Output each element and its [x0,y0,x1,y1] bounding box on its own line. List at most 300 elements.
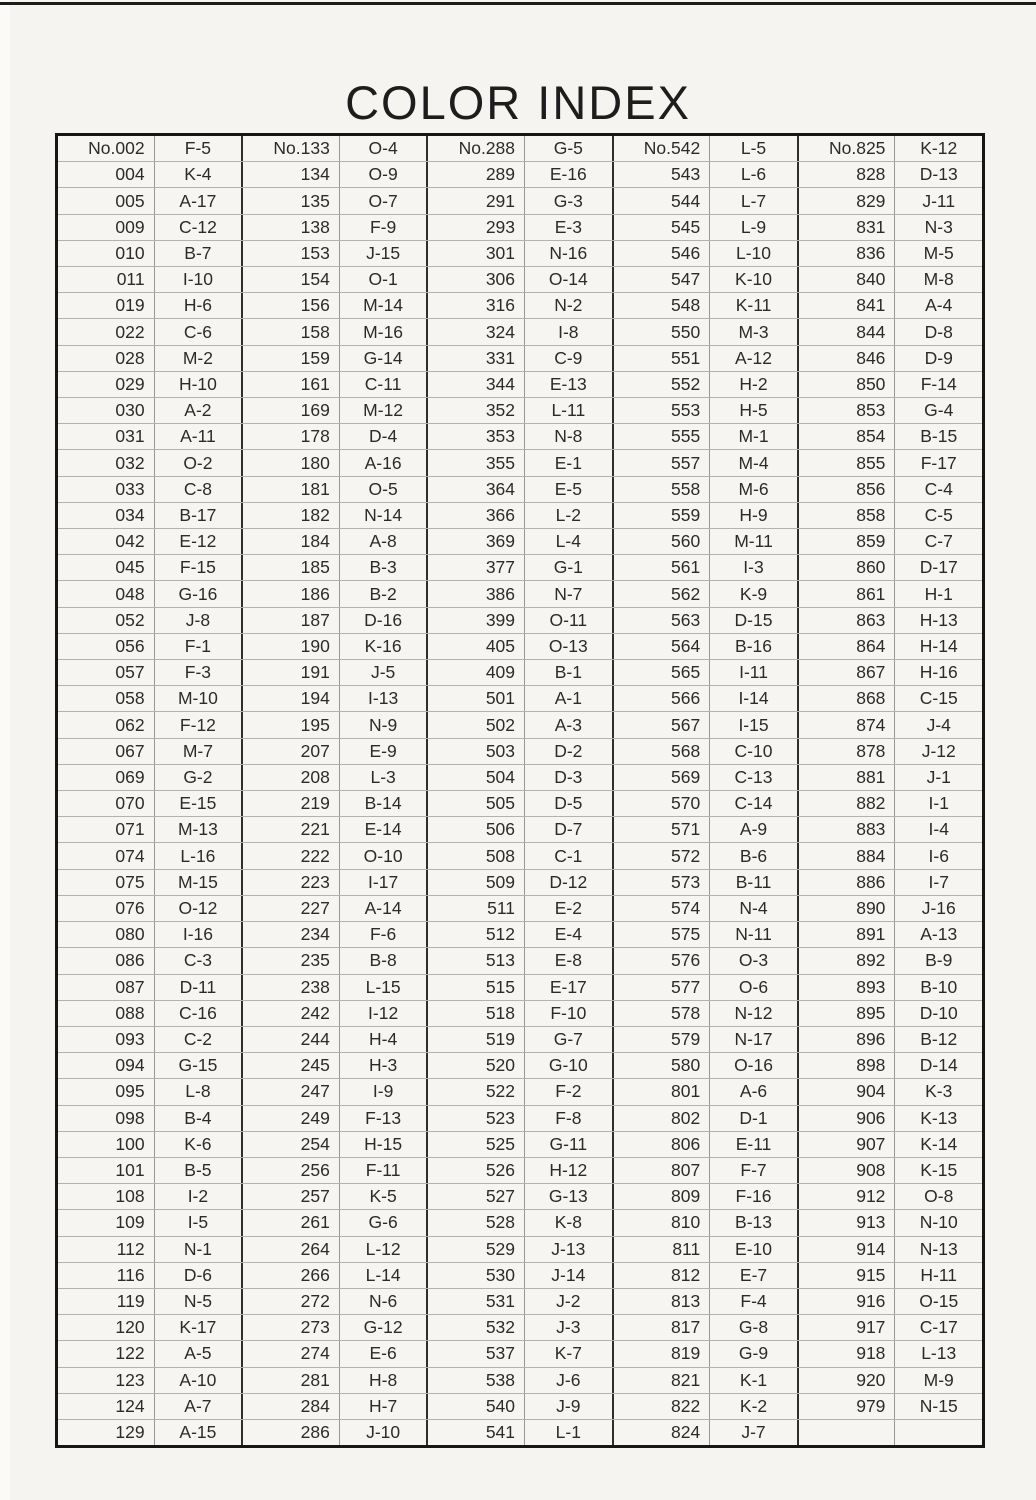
cell-code: J-14 [551,1264,586,1285]
cell-code: O-10 [363,845,403,866]
cell-code: L-14 [365,1264,401,1285]
cell-no: 033 [58,477,155,502]
table-column-group [426,241,611,266]
table-column-group [58,608,241,633]
table-column-group [58,1106,241,1131]
cell-no: 058 [58,686,155,711]
table-column-group [612,215,797,240]
cell-no: 004 [58,162,155,187]
table-column-group [58,1315,241,1340]
page-title: COLOR INDEX [345,76,691,130]
cell-no: 178 [243,424,340,449]
cell-no: 194 [243,686,340,711]
table-column-group [797,1053,982,1078]
cell-code: C-7 [924,531,953,552]
table-row [58,764,982,790]
cell-no: 352 [428,398,525,423]
cell-no: 511 [428,896,525,921]
cell-no: 883 [799,817,896,842]
cell-no: 566 [614,686,711,711]
cell-code: N-3 [924,216,953,237]
cell-no: 187 [243,608,340,633]
cell-code: N-13 [919,1238,958,1259]
cell-code: O-7 [368,190,398,211]
cell-no: 548 [614,293,711,318]
cell-no: 573 [614,870,711,895]
cell-code: F-1 [184,635,212,656]
cell-code: C-16 [178,1002,217,1023]
cell-code: G-9 [738,1343,769,1364]
table-column-group [241,1106,426,1131]
cell-code: M-7 [182,740,213,761]
table-column-group [426,267,611,292]
table-column-group [797,686,982,711]
cell-code: J-2 [556,1291,581,1312]
cell-no: 550 [614,319,711,344]
table-column-group [58,424,241,449]
table-column-group [797,1420,982,1445]
table-column-group [612,1237,797,1262]
table-column-group [58,765,241,790]
cell-no: 281 [243,1368,340,1393]
cell-code: L-2 [555,504,581,525]
cell-no: 863 [799,608,896,633]
table-column-group [797,608,982,633]
cell-no: 569 [614,765,711,790]
cell-no: 568 [614,739,711,764]
cell-code: M-3 [738,321,769,342]
table-column-group [241,293,426,318]
cell-no: 867 [799,660,896,685]
cell-code: B-16 [735,635,772,656]
cell-code: M-1 [738,426,769,447]
table-column-group [58,739,241,764]
cell-no: 221 [243,817,340,842]
cell-no: 918 [799,1341,896,1366]
cell-no: 562 [614,581,711,606]
cell-code: H-3 [369,1055,398,1076]
cell-code: E-2 [554,897,582,918]
table-column-group [612,1053,797,1078]
cell-no: 284 [243,1394,340,1419]
cell-code: F-10 [550,1002,587,1023]
table-column-group [797,136,982,161]
cell-no: 576 [614,948,711,973]
cell-no: 504 [428,765,525,790]
table-column-group [426,503,611,528]
cell-code: E-17 [549,976,587,997]
table-column-group [612,1158,797,1183]
table-column-group [241,319,426,344]
table-column-group [426,1420,611,1445]
table-column-group [58,896,241,921]
table-column-group [612,739,797,764]
cell-no: 222 [243,843,340,868]
cell-no: 557 [614,450,711,475]
table-column-group [58,162,241,187]
cell-code: G-13 [548,1186,588,1207]
cell-no: 551 [614,346,711,371]
cell-no: 881 [799,765,896,790]
table-row [58,136,982,161]
cell-code: D-12 [549,871,588,892]
cell-no: 235 [243,948,340,973]
table-column-group [612,1368,797,1393]
table-column-group [797,791,982,816]
cell-no: 109 [58,1210,155,1235]
table-row [58,1419,982,1445]
table-column-group [58,241,241,266]
cell-no: 578 [614,1001,711,1026]
table-column-group [426,1184,611,1209]
cell-no: 100 [58,1132,155,1157]
cell-code: C-8 [183,478,213,499]
table-column-group [426,188,611,213]
cell-no: 502 [428,712,525,737]
table-column-group [241,1210,426,1235]
cell-no: 817 [614,1315,711,1340]
cell-no: 501 [428,686,525,711]
table-column-group [241,1184,426,1209]
table-row [58,1236,982,1262]
cell-no: 525 [428,1132,525,1157]
cell-code: C-1 [554,845,583,866]
cell-code: H-1 [924,583,953,604]
table-column-group [426,1106,611,1131]
cell-no: 074 [58,843,155,868]
cell-code: N-1 [183,1238,213,1259]
table-column-group [58,503,241,528]
cell-code: J-8 [185,609,211,630]
table-column-group [797,1315,982,1340]
table-column-group [241,608,426,633]
cell-no: 920 [799,1368,896,1393]
cell-code: L-5 [740,138,767,159]
table-row [58,1183,982,1209]
table-column-group [612,555,797,580]
table-column-group [58,843,241,868]
table-column-group [426,1001,611,1026]
cell-code: D-15 [734,609,773,630]
table-column-group [426,319,611,344]
cell-no: 523 [428,1106,525,1131]
table-column-group [612,1341,797,1366]
table-column-group [426,608,611,633]
cell-code: B-15 [920,426,958,447]
table-column-group [58,1368,241,1393]
table-column-group [612,136,797,161]
cell-code: I-16 [182,924,213,945]
cell-code: A-5 [184,1343,212,1364]
cell-code: H-10 [178,373,217,394]
table-column-group [797,529,982,554]
table-row [58,240,982,266]
cell-code: N-6 [369,1291,398,1312]
table-column-group [241,1132,426,1157]
table-column-group [612,267,797,292]
cell-no: 088 [58,1001,155,1026]
cell-no: 559 [614,503,711,528]
cell-no: 056 [58,634,155,659]
cell-no: 062 [58,712,155,737]
table-column-group [241,477,426,502]
table-column-group [612,686,797,711]
cell-no: 537 [428,1341,525,1366]
cell-code: O-15 [919,1291,959,1312]
cell-no: 195 [243,712,340,737]
cell-code: B-14 [364,793,402,814]
table-column-group [426,555,611,580]
table-column-group [241,1237,426,1262]
cell-no: 906 [799,1106,896,1131]
table-column-group [241,581,426,606]
cell-code: M-9 [923,1369,954,1390]
cell-no: No.825 [799,136,896,161]
table-column-group [241,1341,426,1366]
table-column-group [797,215,982,240]
table-column-group [58,712,241,737]
cell-code: H-2 [739,373,768,394]
cell-no: 561 [614,555,711,580]
table-column-group [612,188,797,213]
cell-no: 545 [614,215,711,240]
cell-code: B-10 [920,976,958,997]
table-column-group [58,346,241,371]
table-column-group [612,975,797,1000]
cell-no: 802 [614,1106,711,1131]
cell-no: 914 [799,1237,896,1262]
cell-code: K-14 [920,1133,958,1154]
cell-code: J-1 [926,766,951,787]
cell-no: 244 [243,1027,340,1052]
cell-code: O-8 [924,1186,954,1207]
cell-no: 532 [428,1315,525,1340]
cell-no: 256 [243,1158,340,1183]
cell-no: 912 [799,1184,896,1209]
table-column-group [58,1289,241,1314]
table-column-group [241,765,426,790]
table-row [58,738,982,764]
cell-no: 530 [428,1263,525,1288]
table-row [58,423,982,449]
table-column-group [241,843,426,868]
table-column-group [426,398,611,423]
cell-no: 895 [799,1001,896,1026]
table-row [58,554,982,580]
cell-no: 541 [428,1420,525,1445]
cell-code: I-7 [928,871,949,892]
table-row [58,869,982,895]
cell-code: M-5 [923,242,954,263]
cell-no: 822 [614,1394,711,1419]
cell-no: 108 [58,1184,155,1209]
cell-no: 409 [428,660,525,685]
cell-no: 191 [243,660,340,685]
cell-no: 030 [58,398,155,423]
cell-code: D-10 [919,1002,958,1023]
cell-no: 567 [614,712,711,737]
table-column-group [241,1027,426,1052]
table-column-group [797,188,982,213]
cell-no: 558 [614,477,711,502]
cell-no: 067 [58,739,155,764]
table-column-group [797,1027,982,1052]
cell-no: 182 [243,503,340,528]
table-column-group [612,1394,797,1419]
table-column-group [241,660,426,685]
cell-code: C-12 [178,216,217,237]
cell-code: H-8 [369,1369,398,1390]
cell-code: H-7 [369,1395,398,1416]
cell-code: D-4 [369,426,398,447]
cell-no: 528 [428,1210,525,1235]
table-column-group [426,817,611,842]
cell-no: 855 [799,450,896,475]
cell-code: I-13 [368,688,399,709]
table-column-group [797,1289,982,1314]
cell-code: B-13 [735,1212,772,1233]
table-column-group [797,739,982,764]
cell-no: 505 [428,791,525,816]
table-row [58,161,982,187]
cell-no: 161 [243,372,340,397]
cell-no: 858 [799,503,896,528]
cell-no: 153 [243,241,340,266]
cell-no: 575 [614,922,711,947]
cell-code [895,1420,982,1445]
table-column-group [612,424,797,449]
cell-code: H-11 [920,1264,958,1285]
cell-no: 129 [58,1420,155,1445]
cell-code: L-11 [551,400,586,421]
table-column-group [612,450,797,475]
table-column-group [612,477,797,502]
cell-code: E-12 [179,531,217,552]
table-column-group [241,1394,426,1419]
cell-code: N-7 [554,583,583,604]
cell-code: K-12 [920,138,958,159]
table-column-group [612,319,797,344]
table-column-group [426,162,611,187]
cell-code: C-13 [734,766,773,787]
cell-no: 878 [799,739,896,764]
table-row [58,397,982,423]
cell-code: F-9 [369,216,397,237]
cell-no: 522 [428,1079,525,1104]
cell-code: A-12 [735,347,772,368]
table-column-group [58,1263,241,1288]
table-column-group [58,791,241,816]
table-column-group [426,1079,611,1104]
cell-code: I-4 [928,819,949,840]
cell-code: B-2 [369,583,397,604]
table-row [58,974,982,1000]
table-row [58,607,982,633]
cell-code: J-3 [556,1317,581,1338]
cell-no: 564 [614,634,711,659]
cell-no: 874 [799,712,896,737]
cell-code: M-6 [738,478,769,499]
cell-no: 122 [58,1341,155,1366]
table-column-group [426,136,611,161]
table-column-group [797,712,982,737]
table-column-group [241,267,426,292]
table-column-group [241,1079,426,1104]
cell-no: 846 [799,346,896,371]
cell-code: F-15 [179,557,216,578]
cell-code: J-16 [921,897,956,918]
table-column-group [797,555,982,580]
cell-code: O-11 [549,609,588,630]
cell-code: L-13 [921,1343,957,1364]
cell-code: J-13 [551,1238,586,1259]
cell-no: 257 [243,1184,340,1209]
cell-code: E-7 [739,1264,768,1285]
table-row [58,1367,982,1393]
cell-no: 094 [58,1053,155,1078]
cell-no: 369 [428,529,525,554]
table-row [58,895,982,921]
cell-code: C-11 [364,373,402,394]
table-column-group [58,529,241,554]
cell-code: F-7 [740,1160,767,1181]
cell-code: E-13 [549,373,587,394]
table-column-group [612,1106,797,1131]
cell-no: 005 [58,188,155,213]
cell-code: N-17 [734,1029,773,1049]
table-column-group [426,477,611,502]
cell-code: G-5 [553,138,583,159]
table-column-group [241,870,426,895]
cell-no: 560 [614,529,711,554]
cell-no: 860 [799,555,896,580]
cell-code: C-2 [183,1029,213,1049]
table-column-group [241,948,426,973]
table-column-group [797,581,982,606]
cell-code: F-2 [555,1081,582,1102]
cell-no: 399 [428,608,525,633]
table-column-group [797,503,982,528]
cell-code: F-3 [184,662,212,683]
cell-code: N-15 [919,1395,958,1416]
cell-code: I-1 [928,793,949,814]
table-column-group [612,1001,797,1026]
cell-no: 552 [614,372,711,397]
cell-no: 245 [243,1053,340,1078]
cell-no: 801 [614,1079,711,1104]
table-column-group [612,1027,797,1052]
cell-no: 546 [614,241,711,266]
cell-no: 029 [58,372,155,397]
table-column-group [241,555,426,580]
cell-code: E-3 [554,216,582,237]
cell-code: D-3 [554,766,583,787]
cell-code: D-6 [183,1264,213,1285]
cell-code: A-13 [920,924,958,945]
cell-code: F-14 [920,373,957,394]
cell-no: 811 [614,1237,711,1262]
table-column-group [797,948,982,973]
cell-code: O-3 [738,950,769,971]
cell-code: C-4 [924,478,953,499]
table-column-group [797,1394,982,1419]
cell-no: 810 [614,1210,711,1235]
cell-no: 116 [58,1263,155,1288]
table-column-group [426,896,611,921]
table-column-group [426,424,611,449]
cell-no: 908 [799,1158,896,1183]
cell-no: 101 [58,1158,155,1183]
